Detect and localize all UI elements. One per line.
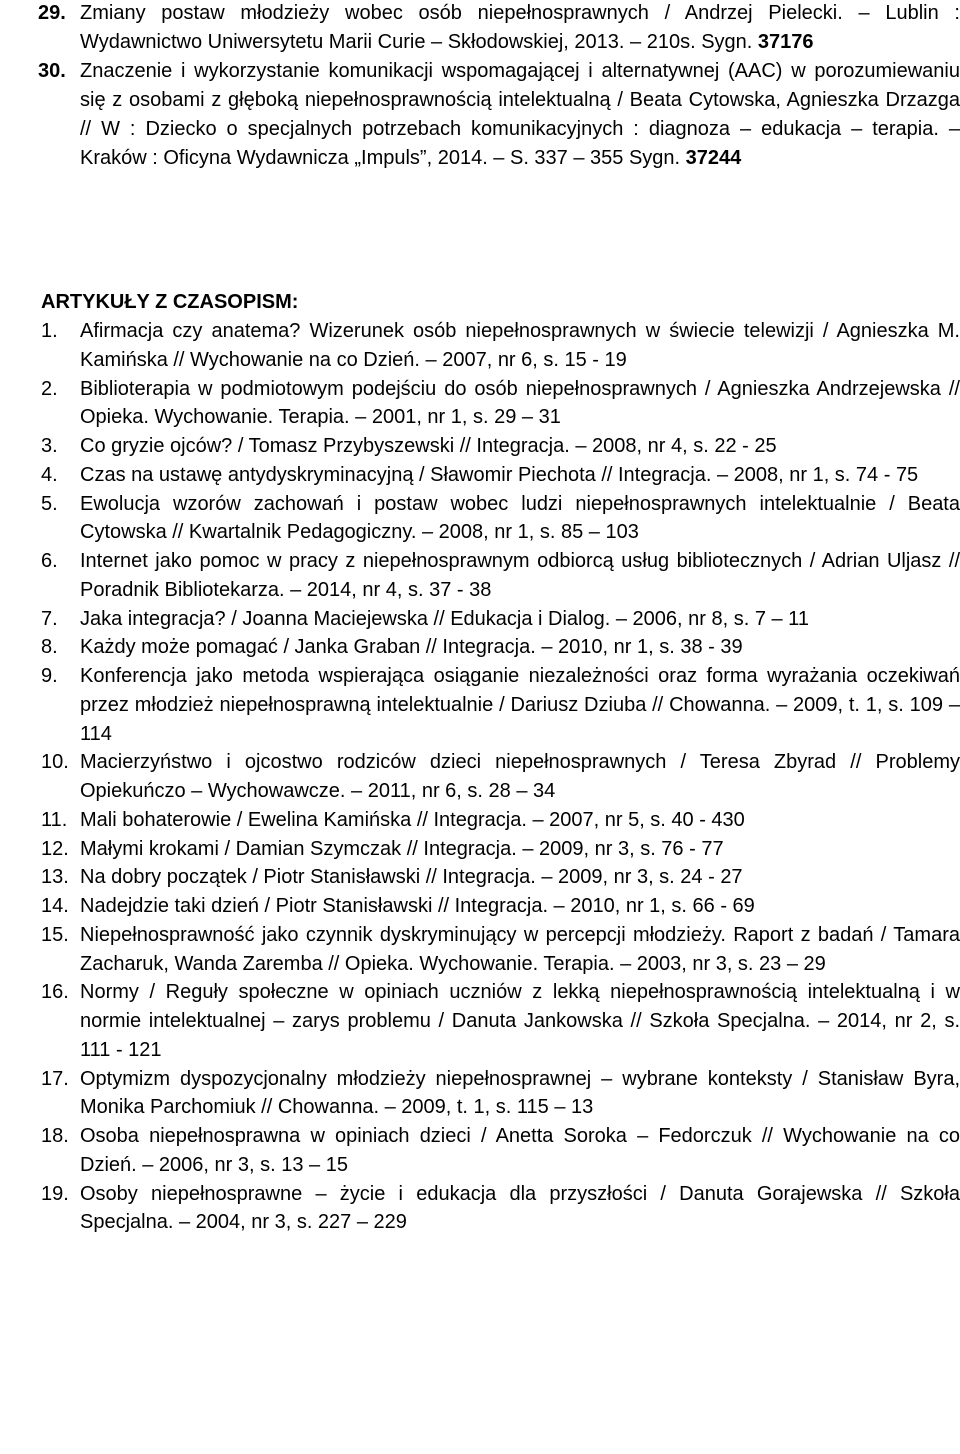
article-item [0, 806, 960, 835]
item-number: 29. [38, 2, 66, 24]
item-number: 4. [41, 463, 58, 486]
item-number: 15. [41, 923, 69, 946]
article-item [0, 978, 960, 1064]
article-item [0, 835, 960, 864]
item-number: 8. [41, 636, 58, 659]
item-text: Osoba niepełnosprawna w opiniach dzieci / Anetta Soroka – Fedorczuk // Wychowanie na co Dzień. – 2006, nr 3, s. 13 – 15 [80, 1125, 960, 1176]
item-text: Konferencja jako metoda wspierająca osiąganie niezależności oraz forma wyrażania oczekiwań przez młodzież niepełnosprawną intelektualnie / Dariusz Dziuba // Chowanna. – 2009, t. 1, s. 109 – 114 [80, 665, 960, 745]
article-item [0, 1180, 960, 1238]
item-text: Nadejdzie taki dzień / Piotr Stanisławski // Integracja. – 2010, nr 1, s. 66 - 69 [80, 895, 755, 917]
item-number: 17. [41, 1067, 69, 1090]
item-text: Na dobry początek / Piotr Stanisławski // Integracja. – 2009, nr 3, s. 24 - 27 [80, 866, 743, 889]
article-item [0, 633, 960, 662]
article-item [0, 1065, 960, 1123]
article-item [0, 1122, 960, 1180]
item-number: 11. [41, 808, 68, 831]
item-text: Macierzyństwo i ojcostwo rodziców dzieci niepełnosprawnych / Teresa Zbyrad // Problemy Opiekuńczo – Wychowawcze. – 2011, nr 6, s. 28 – 34 [80, 751, 960, 802]
item-text: Co gryzie ojców? / Tomasz Przybyszewski // Integracja. – 2008, nr 4, s. 22 - 25 [80, 435, 777, 457]
item-number: 5. [41, 492, 58, 515]
article-item [0, 662, 960, 748]
item-number: 2. [41, 377, 58, 400]
item-number: 30. [38, 59, 66, 82]
article-item [0, 863, 960, 892]
article-item [0, 748, 960, 806]
item-number: 13. [41, 866, 69, 889]
section-heading-articles: ARTYKUŁY Z CZASOPISM: [41, 291, 299, 313]
article-item [0, 461, 960, 490]
item-number: 10. [41, 751, 69, 774]
item-number: 9. [41, 665, 58, 687]
item-text: Małymi krokami / Damian Szymczak // Integracja. – 2009, nr 3, s. 76 - 77 [80, 837, 724, 860]
item-text: Czas na ustawę antydyskryminacyjną / Sławomir Piechota // Integracja. – 2008, nr 1, s. 74 - 75 [80, 463, 919, 486]
article-item [0, 892, 960, 921]
item-number: 14. [41, 895, 69, 917]
item-text: Każdy może pomagać / Janka Graban // Integracja. – 2010, nr 1, s. 38 - 39 [80, 636, 743, 659]
article-item [0, 605, 960, 634]
article-item [0, 547, 960, 605]
item-number: 19. [41, 1182, 69, 1205]
item-text [80, 57, 960, 173]
item-text: Internet jako pomoc w pracy z niepełnosprawnym odbiorcą usług bibliotecznych / Adrian Uljasz // Poradnik Bibliotekarza. – 2014, nr 4, s. 37 - 38 [80, 550, 960, 601]
article-item [0, 490, 960, 548]
item-text: Optymizm dyspozycjonalny młodzieży niepełnosprawnej – wybrane konteksty / Stanisław Byra, Monika Parchomiuk // Chowanna. – 2009, t. 1, s. 115 – 13 [80, 1067, 960, 1119]
item-text: Normy / Reguły społeczne w opiniach uczniów z lekką niepełnosprawnością intelektualną i w normie intelektualnej – zarys problemu / Danuta Jankowska // Szkoła Specjalna. – 2014, nr 2, s. 111 - 121 [80, 981, 960, 1061]
book-item [0, 0, 960, 57]
book-item [0, 57, 960, 173]
item-number: 7. [41, 607, 58, 630]
article-item [0, 375, 960, 433]
item-number: 18. [41, 1125, 69, 1147]
item-description: Znaczenie i wykorzystanie komunikacji wspomagającej i alternatywnej (AAC) w porozumiewaniu się z osobami z głęboką niepełnosprawnością intelektualną / Beata Cytowska, Agnieszka Drzazga // W : Dziecko o specjalnych potrzebach komunikacyjnych : diagnoza – edukacja – terapia. – Kraków : Oficyna Wydawnicza „Impuls”, 2014. – S. 337 – 355 Sygn. [80, 59, 960, 169]
item-text: Osoby niepełnosprawne – życie i edukacja dla przyszłości / Danuta Gorajewska // Szkoła Specjalna. – 2004, nr 3, s. 227 – 229 [80, 1182, 960, 1234]
call-number: 37176 [757, 30, 814, 53]
item-text: Niepełnosprawność jako czynnik dyskryminujący w percepcji młodzieży. Raport z badań / Tamara Zacharuk, Wanda Zaremba // Opieka. Wychowanie. Terapia. – 2003, nr 3, s. 23 – 29 [80, 923, 960, 975]
item-description: Zmiany postaw młodzieży wobec osób niepełnosprawnych / Andrzej Pielecki. – Lublin : Wydawnictwo Uniwersytetu Marii Curie – Skłodowskiej, 2013. – 210s. Sygn. [80, 2, 960, 53]
book-list [0, 0, 960, 172]
item-text: Jaka integracja? / Joanna Maciejewska // Edukacja i Dialog. – 2006, nr 8, s. 7 – 11 [80, 607, 809, 630]
item-number: 16. [41, 981, 69, 1004]
article-item [0, 317, 960, 375]
item-number: 1. [41, 320, 58, 342]
item-number: 6. [41, 550, 58, 572]
item-text [80, 0, 960, 57]
item-number: 3. [41, 435, 58, 457]
article-list [0, 317, 960, 1237]
item-text: Afirmacja czy anatema? Wizerunek osób niepełnosprawnych w świecie telewizji / Agnieszka M. Kamińska // Wychowanie na co Dzień. – 2007, nr 6, s. 15 - 19 [80, 320, 960, 371]
item-text: Mali bohaterowie / Ewelina Kamińska // Integracja. – 2007, nr 5, s. 40 - 430 [80, 808, 745, 831]
article-item [0, 921, 960, 979]
item-text: Ewolucja wzorów zachowań i postaw wobec ludzi niepełnosprawnych intelektualnie / Beata Cytowska // Kwartalnik Pedagogiczny. – 2008, nr 1, s. 85 – 103 [80, 492, 960, 544]
item-number: 12. [41, 837, 69, 860]
article-item [0, 432, 960, 461]
call-number: 37244 [685, 146, 742, 169]
item-text: Biblioterapia w podmiotowym podejściu do osób niepełnosprawnych / Agnieszka Andrzejewska // Opieka. Wychowanie. Terapia. – 2001, nr 1, s. 29 – 31 [80, 377, 960, 429]
